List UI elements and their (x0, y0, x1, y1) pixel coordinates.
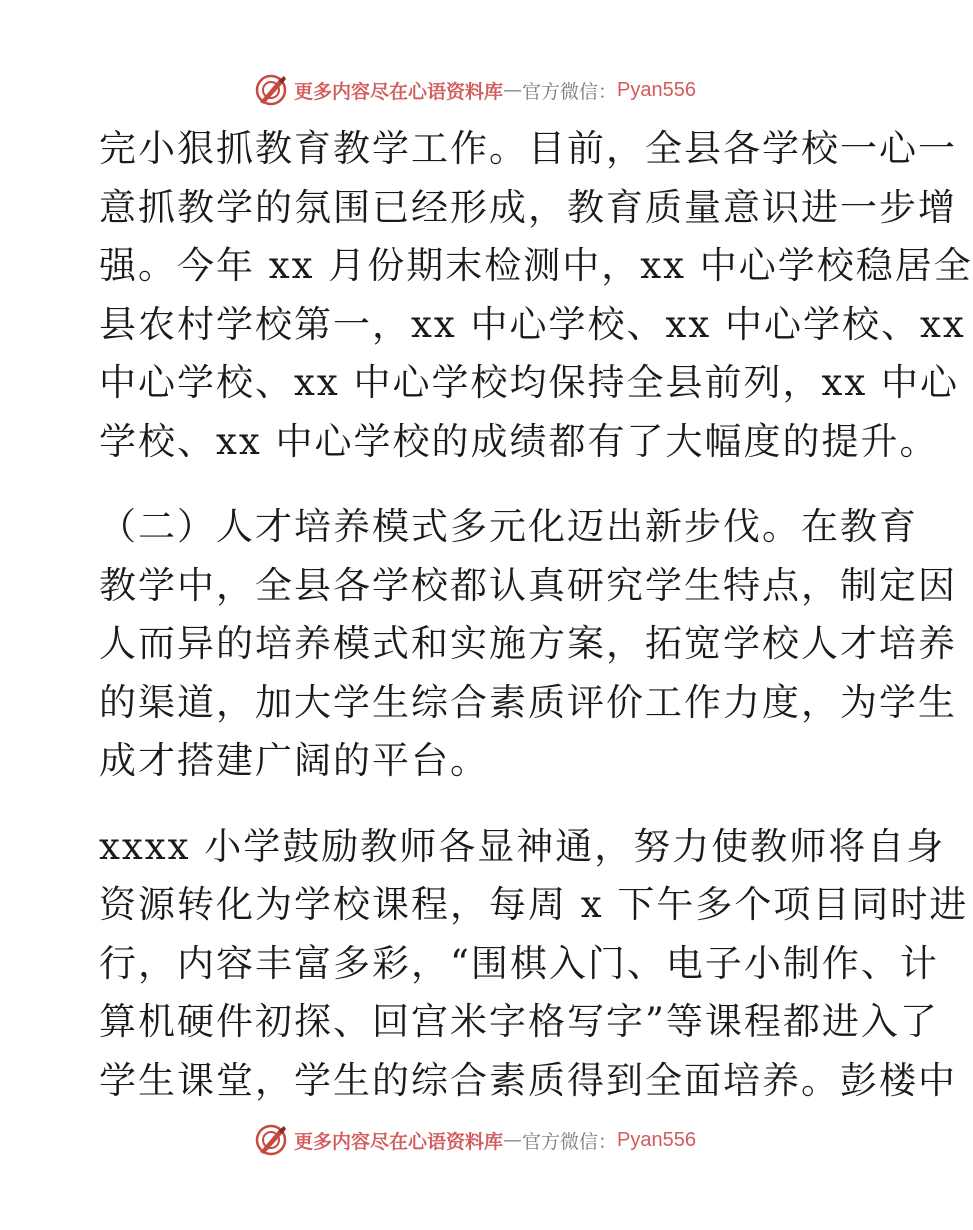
text-line: 学校、xx 中心学校的成绩都有了大幅度的提升。 (99, 419, 939, 463)
text-line: 县农村学校第一，xx 中心学校、xx 中心学校、xx (99, 302, 966, 346)
text-line: 资源转化为学校课程，每周 x 下午多个项目同时进 (99, 883, 969, 926)
text-line: 的渠道，加大学生综合素质评价工作力度，为学生 (99, 680, 957, 724)
header-watermark (0, 70, 950, 110)
text-line: 强。今年 xx 月份期末检测中，xx 中心学校稳居全 (99, 244, 973, 287)
text-line: xxxx 小学鼓励教师各显神通，努力使教师将自身 (99, 824, 946, 868)
text-line: 教学中，全县各学校都认真研究学生特点，制定因 (99, 563, 957, 607)
text-line: 成才搭建广阔的平台。 (99, 739, 489, 782)
pen-logo-icon (254, 73, 288, 107)
watermark-wechat-label: 官方微信： (522, 80, 618, 103)
document-body (99, 120, 973, 1110)
text-line: 意抓教学的氛围已经形成，教育质量意识进一步增 (99, 185, 957, 229)
text-line: 完小狠抓教育教学工作。目前，全县各学校一心一 (99, 127, 957, 170)
text-line: 中心学校、xx 中心学校均保持全县前列，xx 中心 (99, 361, 959, 404)
text-line: 算机硬件初探、回宫米字格写字”等课程都进入了 (99, 1000, 939, 1043)
watermark-site-text: 更多内容尽在心语资料库 (294, 80, 504, 103)
watermark-wechat-id: Pyan556 (617, 1128, 696, 1151)
watermark-wechat-label: 官方微信： (522, 1130, 618, 1153)
paragraph-primary-school-courses (99, 818, 969, 1111)
paragraph-school-results (99, 120, 973, 471)
text-line: 行，内容丰富多彩，“围棋入门、电子小制作、计 (99, 941, 939, 985)
pen-logo-icon (254, 1123, 288, 1157)
text-line: 人而异的培养模式和实施方案，拓宽学校人才培养 (99, 622, 957, 665)
watermark-dash: — (503, 1129, 523, 1151)
paragraph-talent-cultivation (99, 498, 957, 791)
watermark-wechat-id: Pyan556 (617, 78, 696, 101)
watermark-site-text: 更多内容尽在心语资料库 (294, 1130, 504, 1153)
text-line: 学生课堂，学生的综合素质得到全面培养。彭楼中 (99, 1058, 957, 1102)
footer-watermark (0, 1120, 950, 1160)
watermark-dash: — (503, 79, 523, 101)
text-line: （二）人才培养模式多元化迈出新步伐。在教育 (99, 505, 918, 548)
